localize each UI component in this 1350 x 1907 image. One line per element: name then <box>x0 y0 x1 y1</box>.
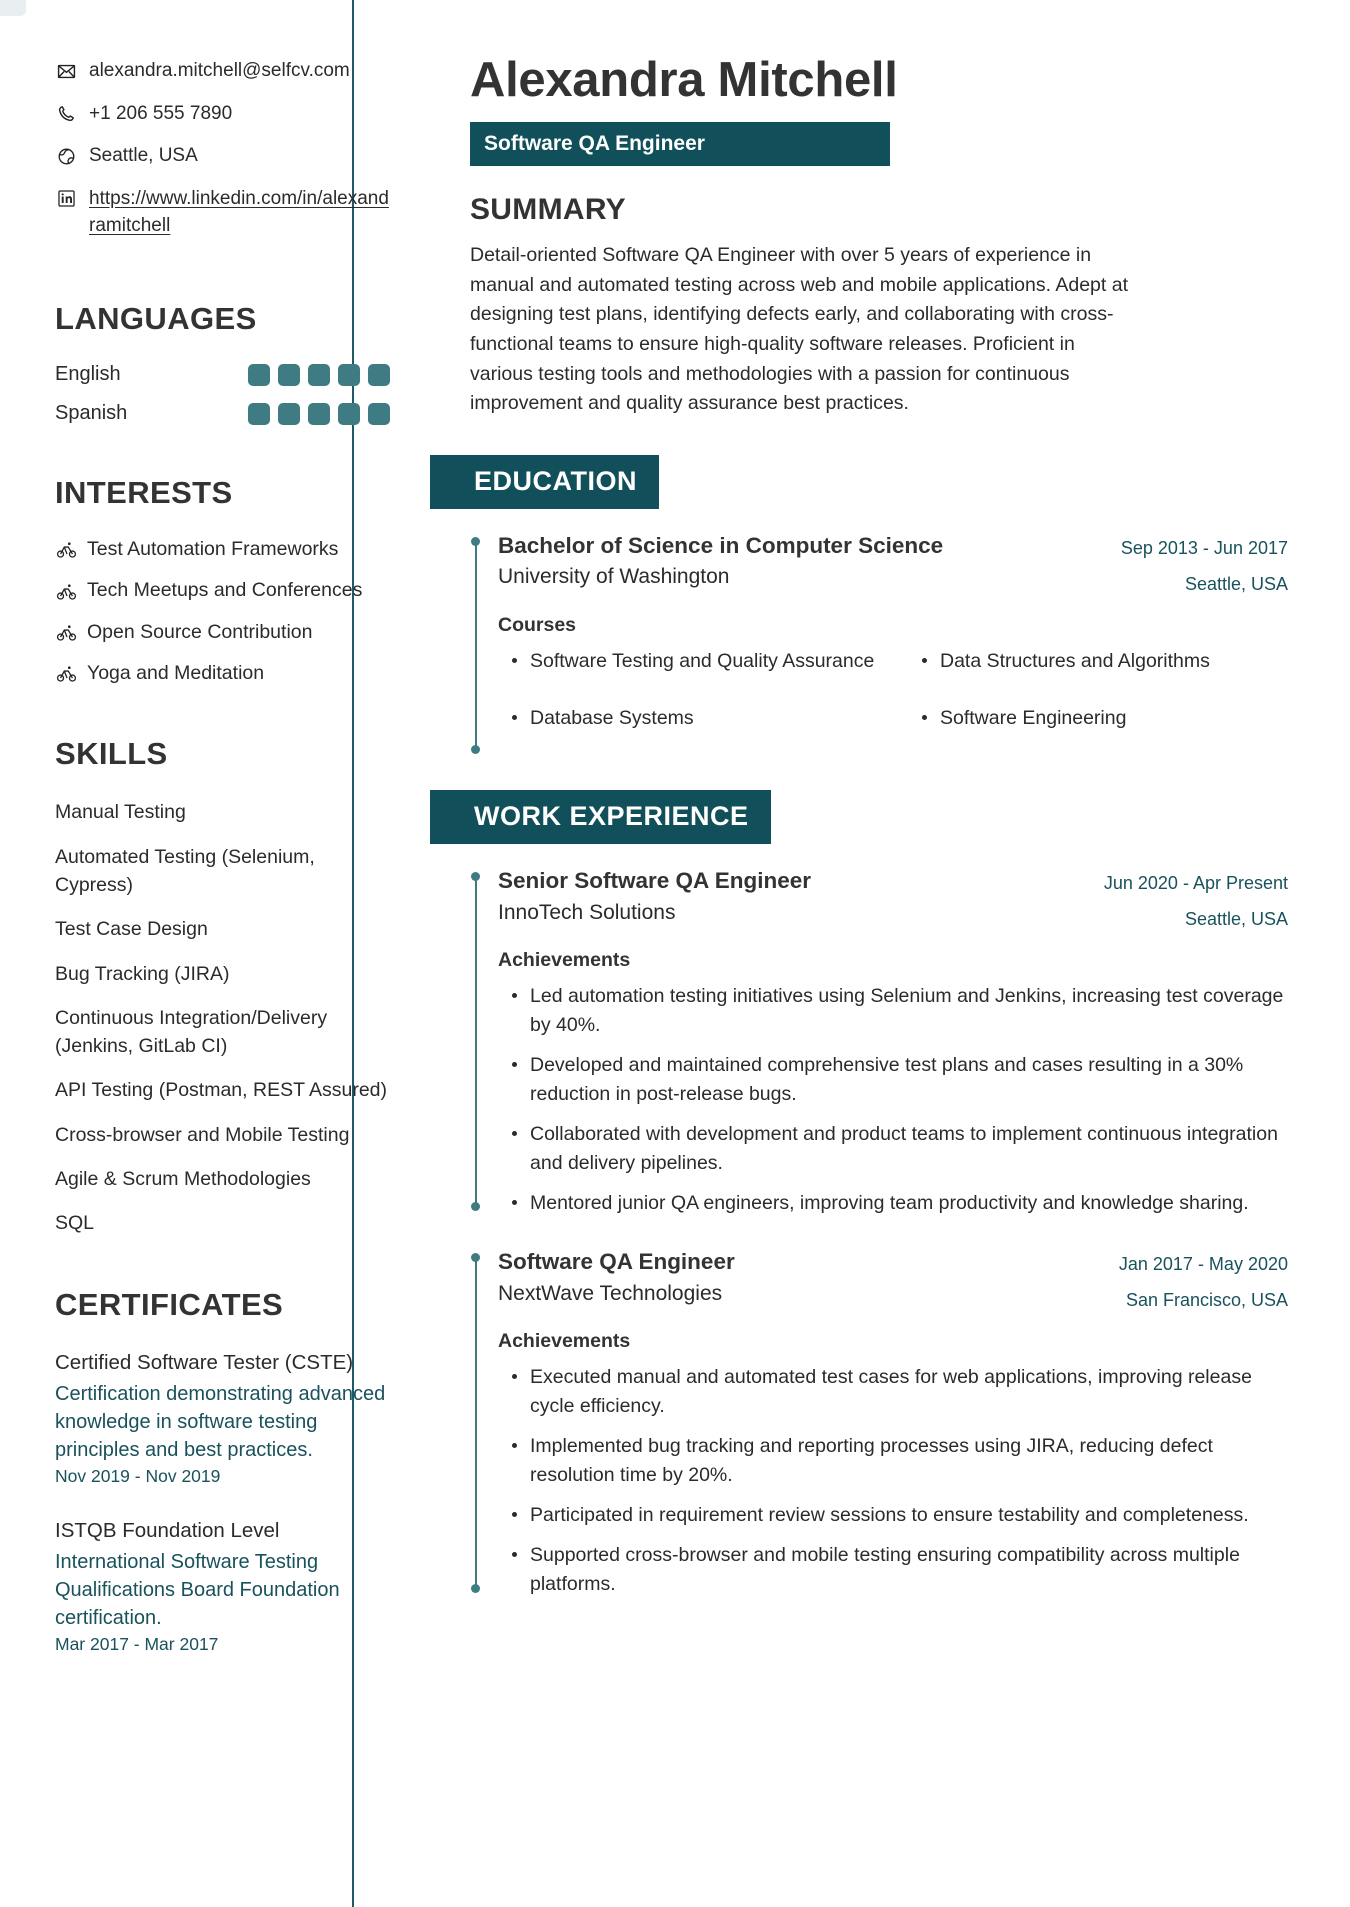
globe-icon <box>55 145 77 167</box>
skill-item: Automated Testing (Selenium, Cypress) <box>55 845 315 897</box>
page-title: Alexandra Mitchell <box>470 53 898 107</box>
education-entry <box>498 531 1288 761</box>
job-title-badge: Software QA Engineer <box>470 122 890 166</box>
language-name: Spanish <box>55 402 128 425</box>
level-dot <box>338 364 360 386</box>
education-entry-right <box>1078 531 1288 598</box>
courses-list <box>498 647 1288 761</box>
work-location: Seattle, USA <box>1184 909 1288 930</box>
achievement-item: Led automation testing initiatives using Selenium and Jenkins, increasing test coverage by 40%. <box>498 982 1288 1040</box>
achievement-item: Developed and maintained comprehensive test plans and cases resulting in a 30% reduction in post-release bugs. <box>498 1051 1288 1109</box>
skill-item: Cross-browser and Mobile Testing <box>55 1123 350 1146</box>
work-entry-left <box>498 1247 1058 1307</box>
degree-title: Bachelor of Science in Computer Science <box>498 532 944 558</box>
job-role: Software QA Engineer <box>498 1249 735 1275</box>
work-timeline-1 <box>470 866 1288 1217</box>
bicycle-icon <box>55 663 77 685</box>
certificate-name: Certified Software Tester (CSTE) <box>55 1351 354 1375</box>
skills-section <box>55 736 390 1237</box>
achievement-item: Collaborated with development and product teams to implement continuous integration and delivery pipelines. <box>498 1120 1288 1178</box>
interest-label: Tech Meetups and Conferences <box>87 579 363 602</box>
achievements-label: Achievements <box>498 1330 631 1353</box>
timeline-dot-end <box>471 1202 480 1211</box>
achievements-list <box>498 982 1288 1217</box>
interest-item <box>55 620 390 645</box>
envelope-icon <box>55 60 77 82</box>
phone-icon <box>55 103 77 125</box>
interests-section <box>55 475 390 686</box>
timeline-dot-end <box>471 1584 480 1593</box>
achievement-item: Mentored junior QA engineers, improving team productivity and knowledge sharing. <box>498 1189 1288 1218</box>
timeline-dot-end <box>471 745 480 754</box>
work-entry-right <box>1078 866 1288 933</box>
level-dot <box>278 403 300 425</box>
work-experience-section <box>470 790 1288 1598</box>
skill-item: Manual Testing <box>55 801 186 824</box>
level-dot <box>368 403 390 425</box>
education-entry-head <box>498 531 1288 598</box>
job-role: Senior Software QA Engineer <box>498 868 811 894</box>
work-experience-banner: WORK EXPERIENCE <box>430 790 771 844</box>
timeline-dot-start <box>471 537 480 546</box>
work-entry-head <box>498 1247 1288 1314</box>
certificate-description: International Software Testing Qualifications Board Foundation certification. <box>55 1550 340 1629</box>
skill-item: SQL <box>55 1212 95 1235</box>
work-date: Jan 2017 - May 2020 <box>1118 1254 1288 1275</box>
language-row <box>55 363 390 386</box>
work-entry-head <box>498 866 1288 933</box>
certificate-date: Mar 2017 - Mar 2017 <box>55 1633 219 1654</box>
certificate-item <box>55 1517 390 1655</box>
achievement-item: Executed manual and automated test cases for web applications, improving release cycle efficiency. <box>498 1363 1288 1421</box>
summary-heading: SUMMARY <box>470 193 626 226</box>
achievement-item: Supported cross-browser and mobile testing ensuring compatibility across multiple platforms. <box>498 1541 1288 1599</box>
courses-label: Courses <box>498 613 577 636</box>
company-name: InnoTech Solutions <box>498 900 676 924</box>
sidebar <box>0 0 430 1907</box>
contact-phone[interactable] <box>55 101 390 127</box>
work-timeline-2 <box>470 1247 1288 1598</box>
skill-item: Bug Tracking (JIRA) <box>55 962 230 985</box>
interests-heading: INTERESTS <box>55 475 233 511</box>
work-date: Jun 2020 - Apr Present <box>1103 873 1288 894</box>
contact-linkedin-text: https://www.linkedin.com/in/alexandramitchell <box>89 187 389 236</box>
timeline-dot-start <box>471 872 480 881</box>
contact-email[interactable] <box>55 58 390 84</box>
timeline-line <box>475 1255 477 1590</box>
languages-section <box>55 301 390 425</box>
main-column <box>430 0 1350 1907</box>
level-dot <box>248 403 270 425</box>
interest-item <box>55 661 390 686</box>
education-date: Sep 2013 - Jun 2017 <box>1120 537 1288 558</box>
language-name: English <box>55 363 121 386</box>
level-dot <box>368 364 390 386</box>
interest-item <box>55 578 390 603</box>
contact-linkedin[interactable] <box>55 186 390 239</box>
company-name: NextWave Technologies <box>498 1281 723 1305</box>
certificate-name: ISTQB Foundation Level <box>55 1519 280 1543</box>
certificate-description: Certification demonstrating advanced knowledge in software testing principles and best practices. <box>55 1383 386 1462</box>
work-entry-left <box>498 866 1058 926</box>
level-dot <box>308 403 330 425</box>
contact-email-text: alexandra.mitchell@selfcv.com <box>89 60 350 81</box>
certificates-heading: CERTIFICATES <box>55 1287 284 1323</box>
work-location: San Francisco, USA <box>1125 1290 1288 1311</box>
contact-location-text: Seattle, USA <box>89 145 198 167</box>
course-item: Software Engineering <box>908 704 1288 733</box>
education-section <box>470 455 1288 761</box>
interest-label: Yoga and Meditation <box>87 662 265 685</box>
certificates-section <box>55 1287 390 1654</box>
bicycle-icon <box>55 580 77 602</box>
skills-heading: SKILLS <box>55 736 168 772</box>
achievements-list <box>498 1363 1288 1598</box>
level-dot <box>308 364 330 386</box>
work-entry <box>498 866 1288 1217</box>
interest-item <box>55 537 390 562</box>
interest-label: Test Automation Frameworks <box>87 538 339 561</box>
work-entry-right <box>1078 1247 1288 1314</box>
interest-label: Open Source Contribution <box>87 620 313 643</box>
school-name: University of Washington <box>498 565 730 588</box>
work-entry <box>498 1247 1288 1598</box>
education-entry-left <box>498 531 1058 591</box>
skill-item: Continuous Integration/Delivery (Jenkins, GitLab CI) <box>55 1006 328 1058</box>
achievement-item: Implemented bug tracking and reporting processes using JIRA, reducing defect resolution time by 20%. <box>498 1432 1288 1490</box>
level-dot <box>338 403 360 425</box>
education-timeline <box>470 531 1288 761</box>
languages-heading: LANGUAGES <box>55 301 257 337</box>
bicycle-icon <box>55 539 77 561</box>
achievement-item: Participated in requirement review sessions to ensure testability and completeness. <box>498 1501 1288 1530</box>
contact-location <box>55 143 390 169</box>
language-level <box>248 403 390 425</box>
timeline-line <box>475 874 477 1209</box>
certificate-item <box>55 1349 390 1487</box>
course-item: Software Testing and Quality Assurance <box>498 647 878 676</box>
timeline-line <box>475 539 477 753</box>
certificate-date: Nov 2019 - Nov 2019 <box>55 1466 221 1487</box>
level-dot <box>248 364 270 386</box>
summary-text: Detail-oriented Software QA Engineer with over 5 years of experience in manual and automated testing across web and mobile applications. Adept at designing test plans, identifying defects early, and collaborating with cross-functional teams to ensure high-quality software releases. Proficient in various testing tools and methodologies with a passion for continuous improvement and quality assurance best practices. <box>470 244 1129 415</box>
language-level <box>248 364 390 386</box>
skill-item: Agile & Scrum Methodologies <box>55 1167 311 1190</box>
course-item: Database Systems <box>498 704 878 733</box>
education-location: Seattle, USA <box>1184 573 1288 594</box>
course-item: Data Structures and Algorithms <box>908 647 1288 676</box>
bicycle-icon <box>55 621 77 643</box>
education-banner: EDUCATION <box>430 455 659 509</box>
language-row <box>55 402 390 425</box>
achievements-label: Achievements <box>498 949 631 972</box>
contact-list <box>55 58 390 239</box>
timeline-dot-start <box>471 1253 480 1262</box>
linkedin-icon <box>55 188 77 210</box>
contact-phone-text: +1 206 555 7890 <box>89 102 233 124</box>
level-dot <box>278 364 300 386</box>
skill-item: API Testing (Postman, REST Assured) <box>55 1079 388 1102</box>
skill-item: Test Case Design <box>55 918 208 941</box>
